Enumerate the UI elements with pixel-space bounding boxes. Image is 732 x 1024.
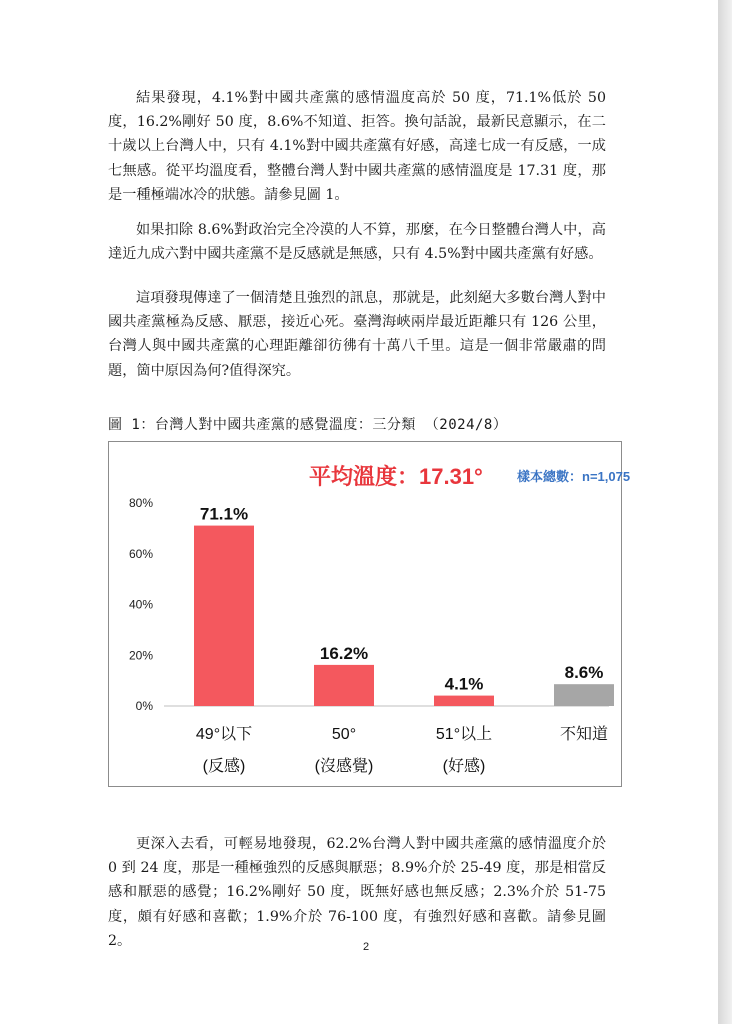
paragraph-excluding-indifferent: 如果扣除 8.6%對政治完全冷漠的人不算，那麼，在今日整體台灣人中，高達近九成六對中國共產黨不是反感就是無感，只有 4.5%對中國共產黨有好感。 bbox=[108, 222, 606, 263]
x-tick-label: 51°以上 bbox=[435, 726, 493, 743]
page-number: 2 bbox=[362, 941, 370, 953]
y-tick-label: 20% bbox=[128, 648, 153, 663]
x-tick-label: 49°以下 bbox=[195, 726, 253, 743]
bar bbox=[554, 684, 614, 706]
sample-size-label: 樣本總數：n=1,075 bbox=[517, 469, 631, 484]
y-tick-label: 60% bbox=[128, 546, 153, 561]
x-tick-label: 50° bbox=[331, 726, 357, 743]
data-label: 16.2% bbox=[319, 643, 369, 663]
data-label: 4.1% bbox=[444, 674, 484, 694]
x-tick-sublabel: (沒感覺) bbox=[314, 758, 374, 775]
average-temperature-label: 平均溫度：17.31° bbox=[309, 464, 483, 489]
figure-caption: 圖 1：台灣人對中國共產黨的感覺溫度：三分類 （2024/8） bbox=[108, 417, 508, 433]
paragraph-detail: 更深入去看，可輕易地發現，62.2%台灣人對中國共產黨的感情溫度介於 0 到 24 度，那是一種極強烈的反感與厭惡；8.9%介於 25-49 度，那是相當反感和厭惡的感覺；16.2%剛好 50 度，既無好感也無反感；2.3%介於 51-75 度，頗有好感和喜歡；1.9%介於 76-100 度，有強烈好感和喜歡。請參見圖 2。 bbox=[108, 836, 606, 949]
y-tick-label: 40% bbox=[128, 597, 153, 612]
page-edge-shadow bbox=[718, 0, 732, 1024]
data-label: 71.1% bbox=[199, 504, 249, 524]
paragraph-message: 這項發現傳達了一個清楚且強烈的訊息，那就是，此刻絕大多數台灣人對中國共產黨極為反感、厭惡，接近心死。臺灣海峽兩岸最近距離只有 126 公里，台灣人與中國共產黨的心理距離卻彷彿有十萬八千里。這是一個非常嚴肅的問題，箇中原因為何?值得深究。 bbox=[108, 290, 606, 379]
x-tick-label: 不知道 bbox=[559, 726, 609, 743]
bar bbox=[434, 696, 494, 706]
data-label: 8.6% bbox=[564, 663, 604, 683]
y-tick-label: 0% bbox=[135, 699, 153, 713]
bar-chart bbox=[109, 442, 621, 786]
x-tick-sublabel: (好感) bbox=[442, 758, 486, 775]
paragraph-results: 結果發現，4.1%對中國共產黨的感情溫度高於 50 度，71.1%低於 50 度，16.2%剛好 50 度，8.6%不知道、拒答。換句話說，最新民意顯示，在二十歲以上台灣人中，只有 4.1%對中國共產黨有好感，高達七成一有反感，一成七無感。從平均溫度看，整體台灣人對中國共產黨的感情溫度是 17.31 度，那是一種極端冰冷的狀態。請參見圖 1。 bbox=[108, 90, 606, 203]
y-tick-label: 80% bbox=[128, 496, 153, 510]
chart-frame bbox=[108, 441, 631, 787]
bar bbox=[194, 526, 254, 706]
x-tick-sublabel: (反感) bbox=[202, 758, 246, 775]
bar bbox=[314, 665, 374, 706]
